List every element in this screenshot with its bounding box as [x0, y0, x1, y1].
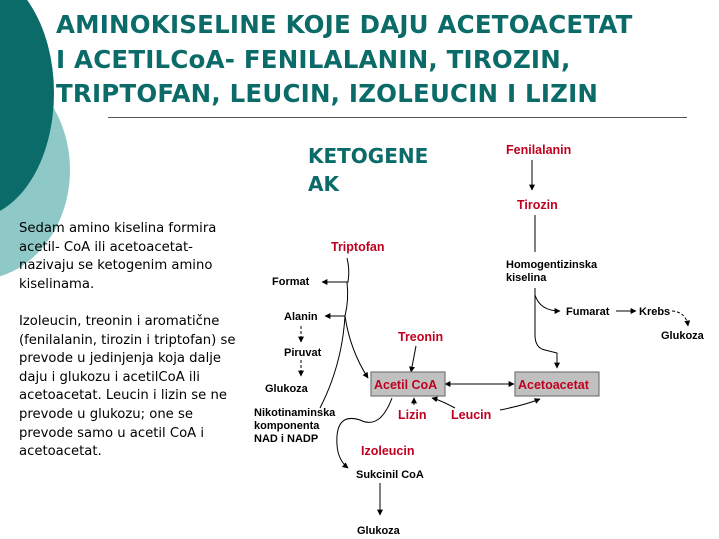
label-piruvat: Piruvat [284, 347, 322, 359]
label-glukoza-right: Glukoza [661, 330, 704, 342]
label-fenilalanin: Fenilalanin [506, 143, 572, 157]
title-line-2: I ACETILCoA- FENILALANIN, TIROZIN, [56, 44, 571, 74]
label-alanin: Alanin [284, 311, 318, 323]
label-glukoza-bottom: Glukoza [357, 525, 400, 537]
title-line-3: TRIPTOFAN, LEUCIN, IZOLEUCIN I LIZIN [56, 79, 599, 108]
label-krebs: Krebs [639, 306, 671, 318]
label-tirozin: Tirozin [517, 198, 558, 212]
label-izoleucin: Izoleucin [361, 444, 415, 458]
label-fumarat: Fumarat [566, 306, 610, 318]
label-triptofan: Triptofan [331, 240, 385, 254]
label-leucin: Leucin [451, 408, 492, 422]
section-heading-line-1: KETOGENE [308, 144, 429, 168]
label-homogentizinska-2: kiselina [506, 272, 547, 284]
label-acetoacetat: Acetoacetat [518, 378, 589, 392]
label-acetil-coa: Acetil CoA [374, 378, 438, 392]
title-line-1: AMINOKISELINE KOJE DAJU ACETOACETAT [56, 10, 633, 39]
label-nad-nadp: NAD i NADP [254, 433, 319, 445]
explanation-paragraph-1: Sedam amino kiselina formira acetil- CoA ili acetoacetat- nazivaju se ketogenim amino kiselinama. [19, 221, 217, 292]
arrow-homogentizinska-fumarat [535, 295, 560, 311]
explanation-paragraph-2: Izoleucin, treonin i aromatične (fenilalanin, tirozin i triptofan) se prevode u jedinjenja koja dalje daju i glukozu i acetilCoA ili acetoacetat. Leucin i lizin se ne prevode u glukozu; one se prevode samo u acetil CoA i acetoacetat. [19, 313, 236, 460]
label-sukcinil-coa: Sukcinil CoA [356, 469, 424, 481]
label-format: Format [272, 276, 310, 288]
label-glukoza-left: Glukoza [265, 383, 308, 395]
arrow-homogentizinska-acetoacetat [535, 288, 557, 368]
label-homogentizinska-1: Homogentizinska [506, 259, 598, 271]
section-heading-line-2: AK [308, 172, 339, 196]
arrow-leucin-acetoacetat [500, 399, 540, 410]
arrow-leucin-acetilcoa [432, 398, 455, 408]
arrow-krebs-glukoza [672, 311, 688, 326]
label-nikotinaminska: Nikotinaminska [254, 407, 336, 419]
line-triptofan-nikotinamid [320, 316, 345, 408]
arrow-triptofan-format [322, 258, 349, 282]
label-komponenta: komponenta [254, 420, 320, 432]
arrow-triptofan-alanin [325, 282, 348, 316]
label-treonin: Treonin [398, 330, 444, 344]
arrow-treonin-acetilcoa [411, 346, 416, 372]
arrow-triptofan-acetilcoa [345, 316, 368, 378]
label-lizin: Lizin [398, 408, 427, 422]
